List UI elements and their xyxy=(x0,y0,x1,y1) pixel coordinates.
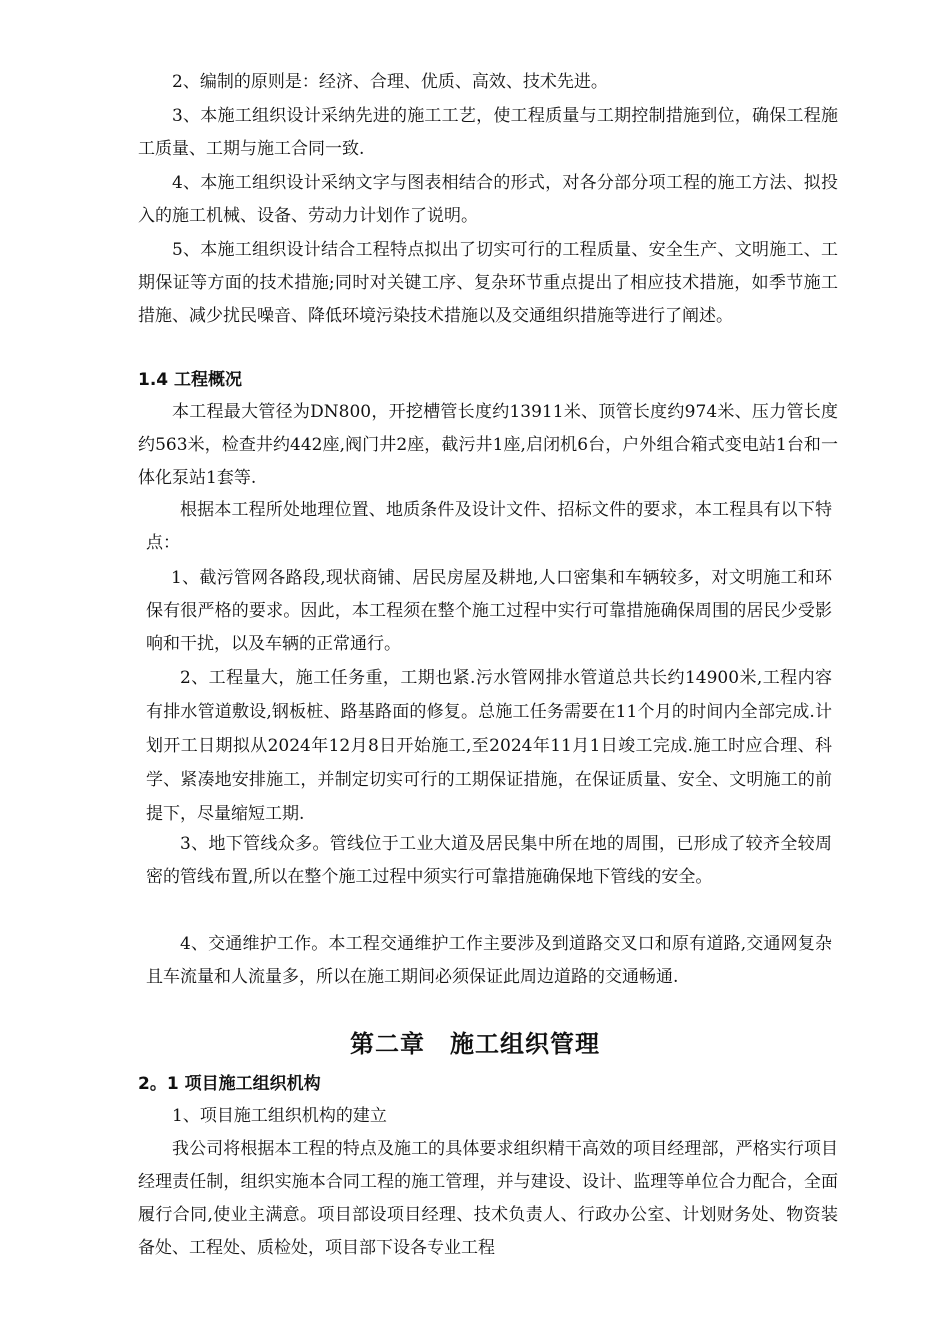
paragraph-technical-measures: 5、本施工组织设计结合工程特点拟出了切实可行的工程质量、安全生产、文明施工、工期保证等方面的技术措施;同时对关键工序、复杂环节重点提出了相应技术措施，如季节施工措施、减少扰民噪音、降低环境污染技术措施以及交通组织措施等进行了阐述。 xyxy=(138,240,838,326)
chapter-title: 第二章 施工组织管理 xyxy=(350,1030,600,1058)
feature-item-1: 1、截污管网各路段,现状商铺、居民房屋及耕地,人口密集和车辆较多，对文明施工和环保有很严格的要求。因此，本工程须在整个施工过程中实行可靠措施确保周围的居民少受影响和干扰，以及车辆的正常通行。 xyxy=(146,568,832,654)
feature-item-3: 3、地下管线众多。管线位于工业大道及居民集中所在地的周围，已形成了较齐全较周密的管线布置,所以在整个施工过程中须实行可靠措施确保地下管线的安全。 xyxy=(146,834,832,887)
paragraph-org-structure: 我公司将根据本工程的特点及施工的具体要求组织精干高效的项目经理部，严格实行项目经理责任制，组织实施本合同工程的施工管理，并与建设、设计、监理等单位合力配合，全面履行合同,使业主满意。项目部设项目经理、技术负责人、行政办公室、计划财务处、物资装备处、工程处、质检处，项目部下设各专业工程 xyxy=(138,1139,838,1258)
subheading-org-setup: 1、项目施工组织机构的建立 xyxy=(172,1106,387,1126)
section-heading-2-1: 2。1 项目施工组织机构 xyxy=(138,1074,321,1094)
feature-item-2: 2、工程量大，施工任务重，工期也紧.污水管网排水管道总共长约14900米,工程内容有排水管道敷设,钢板桩、路基路面的修复。总施工任务需要在11个月的时间内全部完成.计划开工日期拟从2024年12月8日开始施工,至2024年11月1日竣工完成.施工时应合理、科学、紧凑地安排施工，并制定切实可行的工期保证措施，在保证质量、安全、文明施工的前提下，尽量缩短工期. xyxy=(146,668,832,824)
paragraph-features-intro: 根据本工程所处地理位置、地质条件及设计文件、招标文件的要求，本工程具有以下特点： xyxy=(146,500,832,553)
paragraph-project-overview: 本工程最大管径为DN800，开挖槽管长度约13911米、顶管长度约974米、压力管长度约563米，检查井约442座,阀门井2座，截污井1座,启闭机6台，户外组合箱式变电站1台和一体化泵站1套等. xyxy=(138,402,838,488)
paragraph-text-and-charts: 4、本施工组织设计采纳文字与图表相结合的形式，对各分部分项工程的施工方法、拟投入的施工机械、设备、劳动力计划作了说明。 xyxy=(138,173,838,226)
paragraph-principles: 2、编制的原则是：经济、合理、优质、高效、技术先进。 xyxy=(172,72,608,92)
paragraph-advanced-process: 3、本施工组织设计采纳先进的施工工艺，使工程质量与工期控制措施到位，确保工程施工质量、工期与施工合同一致. xyxy=(138,106,838,159)
section-heading-1-4: 1.4 工程概况 xyxy=(138,370,243,390)
feature-item-4: 4、交通维护工作。本工程交通维护工作主要涉及到道路交叉口和原有道路,交通网复杂且车流量和人流量多，所以在施工期间必须保证此周边道路的交通畅通. xyxy=(146,934,832,987)
